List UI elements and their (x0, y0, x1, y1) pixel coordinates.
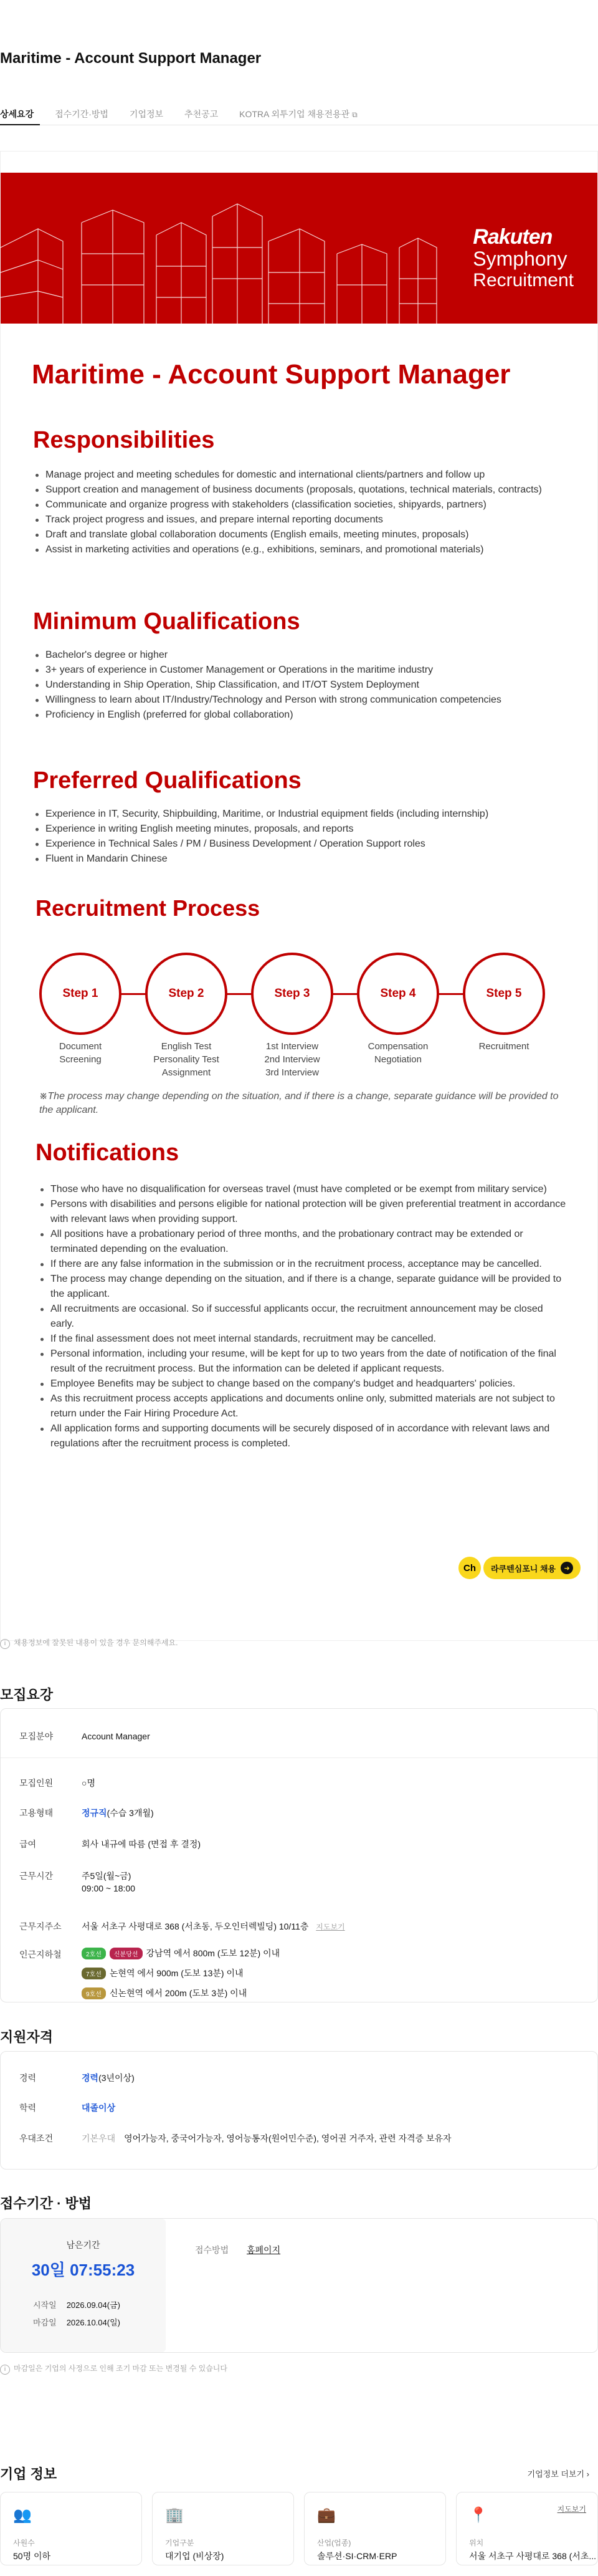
homepage-link[interactable]: 홈페이지 (247, 2245, 281, 2255)
responsibilities-list (33, 468, 562, 557)
hours-days: 주5일(월~금) (82, 1871, 131, 1881)
notification-item: All recruitments are occasional. So if successful applicants occur, the recruitment announcement may be closed early. (38, 1302, 567, 1332)
company-card-label: 사원수 (13, 2539, 35, 2547)
minimum-qualification-item: Proficiency in English (preferred for global collaboration) (33, 708, 562, 723)
subway-distance: 신논현역 에서 200m (도보 3분) 이내 (109, 1988, 247, 1998)
row-subway: 인근지하철 (19, 1949, 62, 1959)
company-more-link[interactable]: 기업정보 더보기 › (527, 2469, 589, 2479)
building-icon: 🏢 (165, 2507, 184, 2524)
apply-box: 남은기간 30일 07:55:23 시작일 2026.09.04(금) 마감일 2026.10.04(일) 접수방법 홈페이지 (0, 2218, 598, 2353)
subway-line-badge: 9호선 (82, 1987, 106, 1999)
tab-recommended[interactable]: 추천공고 (184, 109, 219, 119)
subway-line-badge: 7호선 (82, 1968, 106, 1979)
row-count: 모집인원 ○명 (19, 1778, 95, 1788)
preferred-qualification-item: Experience in writing English meeting minutes, proposals, and reports (33, 822, 562, 837)
notification-item: If the final assessment does not meet internal standards, recruitment may be cancelled. (38, 1332, 567, 1347)
company-card-value: 서울 서초구 사평대로 368 (서초... (469, 2551, 597, 2561)
company-card (152, 2492, 294, 2565)
tab-kotra[interactable] (239, 103, 364, 125)
info-icon: i (0, 2365, 10, 2375)
arrow-right-icon: ➜ (561, 1562, 573, 1574)
notifications-heading: Notifications (36, 1140, 179, 1166)
company-heading: 기업 정보 (0, 2466, 57, 2482)
process-step-caption: Compensation Negotiation (368, 1041, 429, 1065)
tab-apply-period[interactable]: 접수기간·방법 (55, 109, 108, 119)
process-step-5: Step 5 (463, 953, 545, 1035)
rakuten-symphony-logo: Rakuten Symphony Recruitment (473, 225, 574, 291)
company-card (0, 2492, 142, 2565)
row-career: 경력 경력(3년이상) (19, 2073, 135, 2083)
notification-item: The process may change depending on the situation, and if there is a change, separate guidance will be provided to the applicant. (38, 1272, 567, 1302)
hours-time: 09:00 ~ 18:00 (82, 1883, 136, 1893)
briefcase-icon: 💼 (317, 2507, 336, 2524)
chatbot-button[interactable] (458, 1557, 581, 1579)
responsibility-item: Support creation and management of business documents (proposals, quotations, technical materials, contracts) (33, 483, 562, 497)
notification-item: If there are any false information in the submission or in the recruitment process, acceptance may be cancelled. (38, 1257, 567, 1272)
preferred-qualifications-heading: Preferred Qualifications (33, 767, 301, 794)
preferred-qualification-item: Experience in IT, Security, Shipbuilding, Maritime, or Industrial equipment fields (including internship) (33, 807, 562, 822)
location-pin-icon: 📍 (469, 2507, 488, 2524)
report-notice-text: 채용정보에 잘못된 내용이 있을 경우 문의해주세요. (14, 1638, 178, 1647)
summary-heading: 모집요강 (0, 1687, 54, 1703)
tab-detail[interactable]: 상세요강 (0, 103, 40, 125)
minimum-qualifications-list (33, 648, 562, 723)
company-card-label: 위치 (469, 2539, 484, 2547)
subway-item (82, 1967, 244, 1979)
notification-item: All application forms and supporting documents will be securely disposed of in accordance with relevant laws and regulations after the recruitment process is completed. (38, 1421, 567, 1451)
row-salary: 급여 회사 내규에 따름 (면접 후 결정) (19, 1839, 201, 1849)
minimum-qualification-item: Understanding in Ship Operation, Ship Classification, and IT/OT System Deployment (33, 678, 562, 693)
responsibility-item: Assist in marketing activities and operations (e.g., exhibitions, seminars, and promotional materials) (33, 542, 562, 557)
page-title: Maritime - Account Support Manager (0, 50, 262, 67)
apply-heading: 접수기간 · 방법 (0, 2196, 92, 2211)
process-step-1: Step 1 (39, 953, 121, 1035)
notification-item: Employee Benefits may be subject to change based on the company's budget and headquarters' policies. (38, 1377, 567, 1391)
notification-item: Personal information, including your resume, will be kept for up to two years from the date of notification of the final result of the recruitment process. But the information can be deleted if applicant requests. (38, 1347, 567, 1377)
process-step-caption: English Test Personality Test Assignment (153, 1041, 219, 1078)
row-employment-type: 고용형태 정규직(수습 3개월) (19, 1808, 154, 1818)
subway-line-badge: 2호선 (82, 1948, 106, 1959)
notifications-list (38, 1182, 567, 1451)
process-step-caption: Recruitment (478, 1041, 529, 1052)
row-field: 모집분야 Account Manager (19, 1731, 150, 1741)
divider (1, 1757, 597, 1758)
tab-kotra-label: KOTRA 외투기업 채용전용관 (239, 109, 350, 119)
qualification-box (0, 2051, 598, 2170)
company-cards (0, 2492, 598, 2567)
notification-item: Those who have no disqualification for overseas travel (must have completed or be exempt from military service) (38, 1182, 567, 1197)
deadline-notice: i 마감일은 기업의 사정으로 인해 조기 마감 또는 변경될 수 있습니다 (0, 2363, 227, 2375)
notification-item: All positions have a probationary period of three months, and the probationary contract may be extended or terminated depending on the evaluation. (38, 1227, 567, 1257)
responsibilities-heading: Responsibilities (33, 427, 215, 453)
process-step-2: Step 2 (145, 953, 227, 1035)
recruitment-process-steps (39, 953, 569, 1078)
company-card (456, 2492, 598, 2565)
row-preference: 우대조건 기본우대 영어가능자, 중국어가능자, 영어능통자(원어민수준), 영어권 거주자, 관련 자격증 보유자 (19, 2133, 452, 2143)
deadline-panel: 남은기간 30일 07:55:23 시작일 2026.09.04(금) 마감일 2026.10.04(일) (1, 2219, 166, 2352)
notification-item: As this recruitment process accepts applications and documents online only, submitted materials are not subject to return under the Fair Hiring Procedure Act. (38, 1391, 567, 1421)
report-notice (0, 1637, 178, 1649)
process-note: ※The process may change depending on the situation, and if there is a change, separate guidance will be provided to the applicant. (39, 1091, 559, 1115)
row-hours: 근무시간 주5일(월~금) 09:00 ~ 18:00 (19, 1871, 136, 1893)
responsibility-item: Communicate and organize progress with stakeholders (classification societies, shipyards, partners) (33, 497, 562, 512)
company-card-value: 50명 이하 (13, 2551, 51, 2561)
company-card-value: 대기업 (비상장) (165, 2551, 224, 2561)
minimum-qualification-item: Willingness to learn about IT/Industry/Technology and Person with strong communication competencies (33, 693, 562, 708)
chatbot-pill (483, 1557, 581, 1579)
chatbot-label: 라쿠텐심포니 채용 (491, 1564, 556, 1574)
info-icon: i (0, 1639, 10, 1649)
people-icon: 👥 (13, 2507, 32, 2524)
recruitment-process-heading: Recruitment Process (36, 895, 260, 921)
minimum-qualification-item: 3+ years of experience in Customer Management or Operations in the maritime industry (33, 663, 562, 678)
poster-banner (1, 173, 597, 324)
subway-line-badge: 신분당선 (110, 1948, 143, 1959)
tab-company-info[interactable]: 기업정보 (129, 109, 164, 119)
external-link-icon: ⧉ (352, 110, 358, 119)
process-step-3: Step 3 (251, 953, 333, 1035)
row-address: 근무지주소 서울 서초구 사평대로 368 (서초동, 두오인터렉빌딩) 10/11층 지도보기 (19, 1921, 345, 1931)
subway-item (82, 1987, 247, 1999)
preferred-qualification-item: Fluent in Mandarin Chinese (33, 852, 562, 867)
channel-talk-logo: Ch (458, 1557, 481, 1579)
responsibility-item: Track project progress and issues, and prepare internal reporting documents (33, 512, 562, 527)
map-link[interactable]: 지도보기 (557, 2505, 586, 2514)
process-step-caption: 1st Interview 2nd Interview 3rd Interview (264, 1041, 320, 1078)
tab-bar (0, 103, 598, 125)
poster-title: Maritime - Account Support Manager (32, 359, 511, 390)
row-education: 학력 대졸이상 (19, 2103, 116, 2113)
process-step-4: Step 4 (357, 953, 439, 1035)
company-card (304, 2492, 446, 2565)
qualification-heading: 지원자격 (0, 2029, 54, 2045)
summary-box (0, 1708, 598, 2002)
responsibility-item: Manage project and meeting schedules for domestic and international clients/partners and follow up (33, 468, 562, 483)
minimum-qualifications-heading: Minimum Qualifications (33, 608, 300, 635)
company-card-value: 솔루션·SI·CRM·ERP (317, 2551, 397, 2561)
job-poster (0, 151, 598, 1641)
preferred-qualifications-list (33, 807, 562, 867)
subway-distance: 강남역 에서 800m (도보 12분) 이내 (146, 1948, 280, 1958)
subway-item (82, 1947, 280, 1959)
process-step-caption: Document Screening (59, 1041, 102, 1065)
subway-distance: 논현역 에서 900m (도보 13분) 이내 (109, 1968, 244, 1978)
company-card-label: 기업구분 (165, 2539, 194, 2547)
preferred-qualification-item: Experience in Technical Sales / PM / Business Development / Operation Support roles (33, 837, 562, 852)
company-card-label: 산업(업종) (317, 2539, 351, 2547)
notification-item: Persons with disabilities and persons eligible for national protection will be given preferential treatment in accordance with relevant laws when providing support. (38, 1197, 567, 1227)
minimum-qualification-item: Bachelor's degree or higher (33, 648, 562, 663)
remaining-time: 30일 07:55:23 (31, 2261, 135, 2279)
map-link[interactable]: 지도보기 (316, 1923, 345, 1931)
responsibility-item: Draft and translate global collaboration documents (English emails, meeting minutes, proposals) (33, 527, 562, 542)
